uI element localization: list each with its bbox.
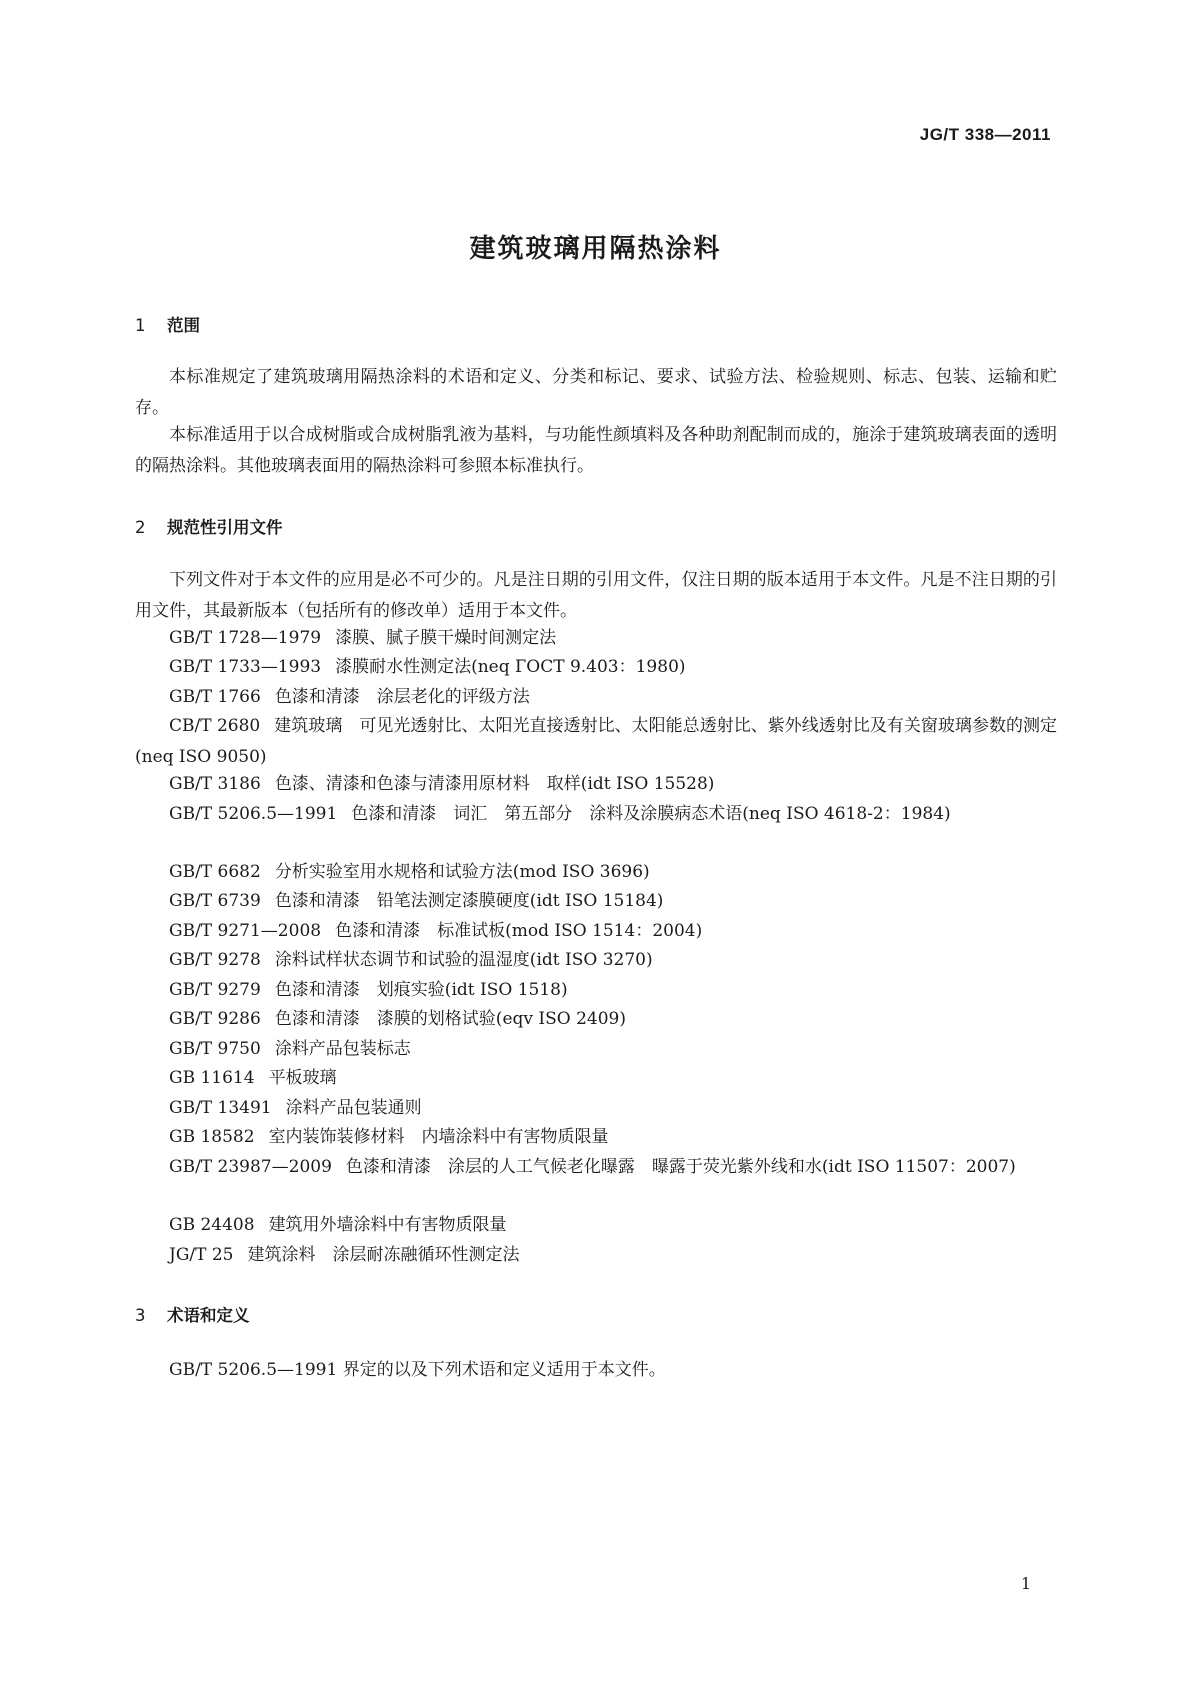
reference-item [135, 945, 1057, 976]
reference-title: 色漆和清漆 涂层老化的评级方法 [274, 687, 530, 707]
reference-item [135, 1034, 1057, 1065]
reference-title: 平板玻璃 [268, 1068, 337, 1088]
reference-item [135, 682, 1057, 713]
references-intro: 下列文件对于本文件的应用是必不可少的。凡是注日期的引用文件，仅注日期的版本适用于本文件。凡是不注日期的引用文件，其最新版本（包括所有的修改单）适用于本文件。 [135, 570, 1057, 621]
reference-title: 漆膜耐水性测定法(neq ГОСТ 9.403：1980) [335, 657, 686, 677]
scope-paragraph: 本标准适用于以合成树脂或合成树脂乳液为基料，与功能性颜填料及各种助剂配制而成的，施涂于建筑玻璃表面的透明的隔热涂料。其他玻璃表面用的隔热涂料可参照本标准执行。 [135, 425, 1057, 476]
section-heading-terms [135, 1302, 250, 1326]
document-code: JG/T 338—2011 [919, 125, 1051, 144]
reference-item [135, 799, 1057, 830]
reference-code: GB/T 1766 [169, 687, 261, 707]
reference-code: GB 24408 [169, 1215, 255, 1235]
section-title: 术语和定义 [167, 1306, 250, 1325]
reference-title: 分析实验室用水规格和试验方法(mod ISO 3696) [274, 862, 650, 882]
reference-title: 室内装饰装修材料 内墙涂料中有害物质限量 [268, 1127, 609, 1147]
reference-code: GB/T 1733—1993 [169, 657, 322, 677]
reference-code: GB/T 9750 [169, 1039, 261, 1059]
reference-item [135, 769, 1057, 800]
reference-title: 色漆和清漆 词汇 第五部分 涂料及涂膜病态术语(neq ISO 4618-2：1984) [351, 804, 951, 824]
reference-code: GB/T 9278 [169, 950, 261, 970]
reference-title: 涂料产品包装标志 [274, 1039, 411, 1059]
reference-item [135, 857, 1057, 888]
reference-title: 色漆和清漆 划痕实验(idt ISO 1518) [274, 980, 568, 1000]
reference-code: GB/T 23987—2009 [169, 1157, 332, 1177]
reference-title: 涂料试样状态调节和试验的温湿度(idt ISO 3270) [274, 950, 653, 970]
reference-item [135, 1152, 1057, 1183]
reference-item [135, 1063, 1057, 1094]
reference-title: 建筑涂料 涂层耐冻融循环性测定法 [247, 1245, 520, 1265]
reference-item [135, 652, 1057, 683]
reference-item [135, 1093, 1057, 1124]
reference-title: 色漆和清漆 涂层的人工气候老化曝露 曝露于荧光紫外线和水(idt ISO 11507：2007) [345, 1157, 1016, 1177]
section-title: 规范性引用文件 [167, 518, 283, 537]
section-number: 2 [135, 518, 146, 537]
reference-item [135, 1122, 1057, 1153]
reference-item [135, 1004, 1057, 1035]
reference-title: 建筑玻璃 可见光透射比、太阳光直接透射比、太阳能总透射比、紫外线透射比及有关窗玻璃参数的测定(neq ISO 9050) [135, 716, 1058, 767]
reference-code: GB/T 6682 [169, 862, 261, 882]
reference-code: GB/T 9279 [169, 980, 261, 1000]
reference-title: 漆膜、腻子膜干燥时间测定法 [335, 628, 557, 648]
reference-title: 涂料产品包装通则 [285, 1098, 422, 1118]
reference-item [135, 623, 1057, 654]
reference-code: JG/T 25 [169, 1245, 234, 1265]
reference-code: CB/T 2680 [169, 716, 261, 736]
reference-code: GB 18582 [169, 1127, 255, 1147]
reference-code: GB/T 5206.5—1991 [169, 804, 338, 824]
reference-item [135, 711, 1057, 773]
section-heading-scope [135, 312, 200, 336]
reference-code: GB/T 6739 [169, 891, 261, 911]
reference-title: 色漆和清漆 铅笔法测定漆膜硬度(idt ISO 15184) [274, 891, 664, 911]
reference-title: 色漆和清漆 标准试板(mod ISO 1514：2004) [335, 921, 703, 941]
terms-intro: GB/T 5206.5—1991 界定的以及下列术语和定义适用于本文件。 [169, 1360, 666, 1380]
reference-item [135, 1210, 1057, 1241]
section-number: 3 [135, 1306, 146, 1325]
reference-item [135, 886, 1057, 917]
reference-title: 建筑用外墙涂料中有害物质限量 [268, 1215, 507, 1235]
section-heading-normative-references [135, 514, 283, 538]
scope-paragraph: 本标准规定了建筑玻璃用隔热涂料的术语和定义、分类和标记、要求、试验方法、检验规则、标志、包装、运输和贮存。 [135, 367, 1057, 418]
reference-item [135, 916, 1057, 947]
reference-code: GB 11614 [169, 1068, 255, 1088]
reference-title: 色漆和清漆 漆膜的划格试验(eqv ISO 2409) [274, 1009, 626, 1029]
page-number: 1 [1020, 1574, 1031, 1593]
reference-item [135, 1240, 1057, 1271]
reference-item [135, 975, 1057, 1006]
reference-title: 色漆、清漆和色漆与清漆用原材料 取样(idt ISO 15528) [274, 774, 715, 794]
reference-code: GB/T 13491 [169, 1098, 272, 1118]
reference-code: GB/T 1728—1979 [169, 628, 322, 648]
section-number: 1 [135, 316, 146, 335]
document-title: 建筑玻璃用隔热涂料 [469, 234, 722, 264]
reference-code: GB/T 9271—2008 [169, 921, 322, 941]
section-title: 范围 [167, 316, 200, 335]
reference-code: GB/T 9286 [169, 1009, 261, 1029]
reference-code: GB/T 3186 [169, 774, 261, 794]
